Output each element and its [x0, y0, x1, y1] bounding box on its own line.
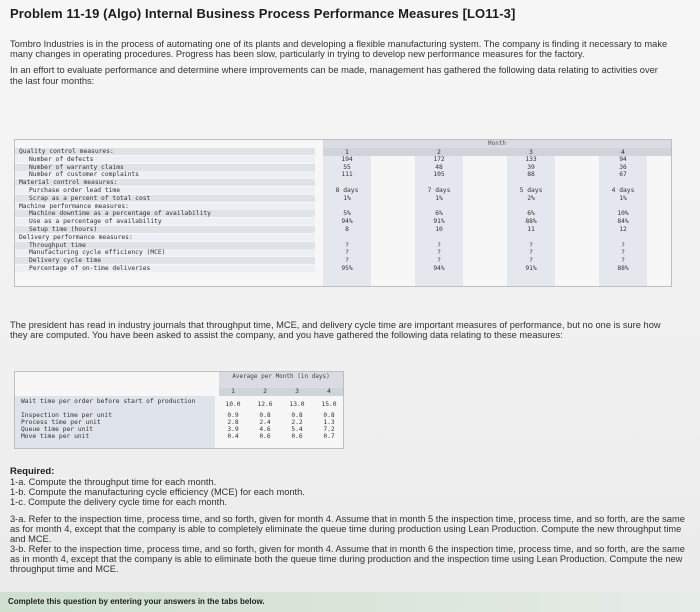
required-title: Required:	[10, 466, 55, 477]
table1-cell: 6%	[527, 210, 535, 218]
table1-cell: 6%	[435, 210, 443, 218]
table1-cell: 88%	[617, 265, 629, 272]
table2-cell: 4.6	[259, 426, 271, 433]
table1-cell: 105	[433, 171, 445, 179]
table1-cell: 1%	[619, 194, 627, 202]
table2-cell: 12.6	[257, 401, 273, 408]
table1-row-label: Manufacturing cycle efficiency (MCE)	[29, 249, 166, 257]
month-col-3: 3	[529, 148, 533, 156]
table2-cell: 2.8	[227, 419, 239, 426]
table1-cell: 111	[341, 171, 353, 179]
month-col-3: 3	[295, 388, 299, 395]
table2-cell: 0.7	[323, 433, 335, 440]
table1-row-label: Throughput time	[29, 241, 86, 249]
table1-cell: 88	[527, 171, 535, 179]
required-item-1c: 1-c. Compute the delivery cycle time for each month.	[10, 497, 228, 507]
table1-cell: 4 days	[611, 187, 635, 194]
table2-row-label: Queue time per unit	[21, 426, 94, 433]
month-col-4: 4	[327, 388, 331, 395]
performance-measures-table	[14, 139, 672, 287]
table1-cell: ?	[621, 257, 625, 265]
table1-cell: 172	[433, 155, 445, 163]
table1-cell: 39	[527, 163, 535, 171]
table1-row-label: Machine performance measures:	[19, 202, 129, 210]
table1-cell: 8 days	[335, 187, 359, 194]
table1-row-label: Percentage of on-time deliveries	[29, 265, 151, 272]
required-section	[10, 467, 690, 574]
table1-cell: ?	[437, 249, 441, 257]
table1-cell: ?	[621, 249, 625, 257]
table1-cell: 55	[343, 163, 351, 171]
table2-cell: 13.0	[289, 401, 305, 408]
table1-cell: ?	[345, 241, 349, 249]
footer-instruction: Complete this question by entering your answers in the tabs below.	[8, 597, 265, 606]
page-title: Problem 11-19 (Algo) Internal Business Process Performance Measures [LO11-3]	[10, 6, 516, 21]
month-col-2: 2	[437, 148, 441, 156]
intro-paragraph-1: Tombro Industries is in the process of automating one of its plants and developing a flexible manufacturing system. The company is finding it necessary to make many changes in operating procedures. Progress has been slow, particularly in trying to develop new performance measures for the factory.	[10, 39, 668, 60]
table1-cell: ?	[437, 257, 441, 265]
table2-cell: 7.2	[323, 426, 335, 433]
table1-cell: 94%	[341, 218, 353, 226]
table1-row-label: Setup time (hours)	[29, 226, 98, 233]
table1-row-label: Scrap as a percent of total cost	[29, 194, 151, 202]
table2-row-label: Inspection time per unit	[21, 412, 112, 419]
table1-cell: ?	[345, 249, 349, 257]
table1-cell: 95%	[341, 265, 353, 272]
table2-cell: 0.8	[323, 412, 335, 419]
table1-row-label: Use as a percentage of availability	[29, 218, 162, 226]
table1-cell: 194	[341, 155, 353, 163]
table1-row-label: Number of customer complaints	[29, 171, 139, 179]
required-item-3b: 3-b. Refer to the inspection time, process time, and so forth, given for month 4. Assume that in month 6 the inspection time, process time, and so forth, are the same as in month 4, except that the company is able to eliminate both the queue time during production and the inspection time using Lean Production. Compute the new throughput time and MCE.	[10, 544, 685, 574]
table2-cell: 2.2	[291, 419, 303, 426]
table1-cell: 11	[527, 226, 535, 233]
average-times-table	[14, 371, 344, 449]
table1-cell: ?	[621, 241, 625, 249]
table2-row-label: Move time per unit	[21, 433, 90, 440]
table1-cell: 91%	[433, 218, 445, 226]
table1-cell: 12	[619, 226, 627, 233]
table1-cell: 84%	[617, 218, 629, 226]
table2-cell: 5.4	[291, 426, 303, 433]
table1-cell: 1%	[343, 194, 351, 202]
middle-paragraph: The president has read in industry journals that throughput time, MCE, and delivery cycle time are important measures of performance, but no one is sure how they are computed. You have been asked to assist the company, and you have gathered the following data relating to these measures:	[10, 320, 661, 341]
month-col-2: 2	[263, 388, 267, 395]
table1-cell: ?	[529, 249, 533, 257]
month-header: Month	[323, 140, 671, 148]
month-col-4: 4	[621, 148, 625, 156]
required-item-3a: 3-a. Refer to the inspection time, process time, and so forth, given for month 4. Assume that in month 5 the inspection time, process time, and so forth, are the same as for month 4, except that the company is able to completely eliminate the queue time during production using Lean Production. Compute the new throughput time and MCE.	[10, 514, 685, 544]
table1-cell: 91%	[525, 265, 537, 272]
table1-cell: 5 days	[519, 187, 543, 194]
table2-cell: 0.8	[291, 412, 303, 419]
table1-cell: 10	[435, 226, 443, 233]
table2-row-label: Wait time per order before start of production	[21, 398, 196, 405]
table1-cell: 88%	[525, 218, 537, 226]
answer-tabs-banner	[0, 592, 700, 612]
table1-cell: 94	[619, 155, 627, 163]
table2-row-label: Process time per unit	[21, 419, 101, 426]
month-col-1: 1	[231, 388, 235, 395]
intro-paragraph-2: In an effort to evaluate performance and determine where improvements can be made, management has gathered the following data relating to activities over the last four months:	[10, 65, 658, 86]
table1-row-label: Material control measures:	[19, 179, 118, 187]
table1-cell: 67	[619, 171, 627, 179]
table1-cell: 7 days	[427, 187, 451, 194]
table1-cell: 36	[619, 163, 627, 171]
table1-cell: ?	[529, 257, 533, 265]
table1-cell: 94%	[433, 265, 445, 272]
table2-cell: 0.4	[227, 433, 239, 440]
table1-cell: ?	[437, 241, 441, 249]
table1-row-label: Purchase order lead time	[29, 187, 120, 194]
table1-cell: 48	[435, 163, 443, 171]
table1-cell: ?	[529, 241, 533, 249]
table2-cell: 0.6	[291, 433, 303, 440]
required-item-1b: 1-b. Compute the manufacturing cycle efficiency (MCE) for each month.	[10, 487, 305, 497]
month-col-1: 1	[345, 148, 349, 156]
table1-cell: 2%	[527, 194, 535, 202]
table2-cell: 10.0	[225, 401, 241, 408]
table2-cell: 15.0	[321, 401, 337, 408]
table1-cell: 10%	[617, 210, 629, 218]
table2-cell: 0.9	[227, 412, 239, 419]
table2-cell: 1.3	[323, 419, 335, 426]
table1-cell: 1%	[435, 194, 443, 202]
table1-row-label: Number of defects	[29, 155, 94, 163]
table1-cell: 5%	[343, 210, 351, 218]
table1-cell: ?	[345, 257, 349, 265]
month-number-row	[219, 388, 343, 396]
table1-row-label: Delivery cycle time	[29, 257, 102, 265]
table2-cell: 0.6	[259, 433, 271, 440]
required-item-1a: 1-a. Compute the throughput time for each month.	[10, 477, 217, 487]
table2-cell: 0.8	[259, 412, 271, 419]
table2-cell: 2.4	[259, 419, 271, 426]
table2-cell: 3.9	[227, 426, 239, 433]
month-number-row	[323, 148, 671, 156]
table1-row-label: Machine downtime as a percentage of availability	[29, 210, 211, 218]
average-header: Average per Month (in days)	[219, 372, 343, 388]
table1-cell: 133	[525, 155, 537, 163]
table1-row-label: Number of warranty claims	[29, 163, 124, 171]
table1-row-label: Delivery performance measures:	[19, 233, 133, 241]
table1-cell: 8	[345, 226, 349, 233]
table1-row-label: Quality control measures:	[19, 148, 114, 155]
